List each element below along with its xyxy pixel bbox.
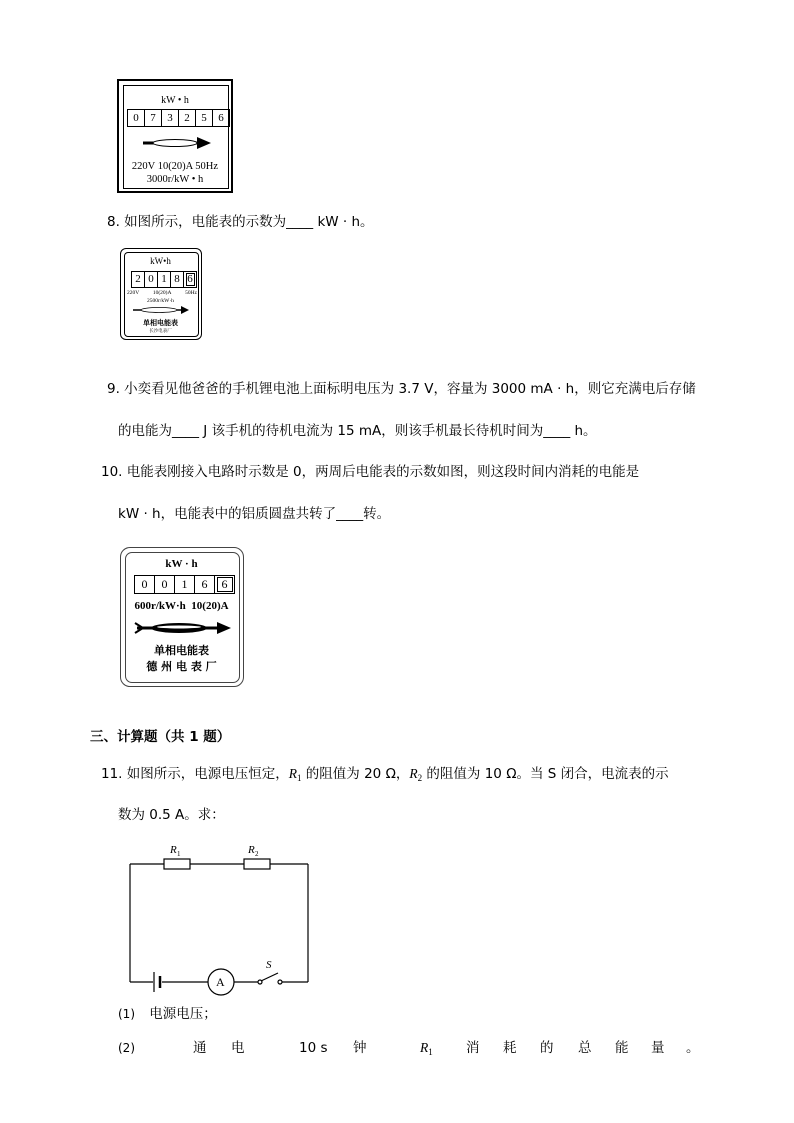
meter-digit: 2 <box>179 109 196 127</box>
meter-digit: 0 <box>145 271 158 288</box>
q11-text-c: 的阻值为 10 Ω。当 S 闭合，电流表的示 <box>422 766 669 782</box>
meter-digits <box>134 575 235 594</box>
meter-digits <box>131 271 197 288</box>
sub-q2-word: 钟 <box>353 1040 367 1056</box>
sub-question-1 <box>118 1005 217 1023</box>
meter-name: 单相电能表 <box>154 644 209 657</box>
r1-symbol: R <box>420 1040 429 1055</box>
sub-q2-word: 能 <box>615 1040 629 1056</box>
meter-spec: 600r/kW·h 10(20)A <box>134 600 229 612</box>
meter-digit: 2 <box>131 271 145 288</box>
meter-digit: 6 <box>195 575 215 594</box>
question-8: 8. 如图所示，电能表的示数为____ kW · h。 <box>107 214 374 230</box>
switch-icon <box>258 973 282 984</box>
sub-q2-word: 总 <box>578 1040 592 1056</box>
battery-icon <box>154 972 160 992</box>
meter-digit: 0 <box>155 575 175 594</box>
meter-maker: 长沙电表厂 <box>149 329 172 334</box>
switch-label: S <box>266 959 272 971</box>
meter-digit: 6 <box>184 271 197 288</box>
meter-maker: 德 州 电 表 厂 <box>146 660 217 673</box>
meter-unit-label: kW · h <box>165 558 198 570</box>
r1-label: R <box>170 844 177 856</box>
meter-digit: 1 <box>158 271 171 288</box>
sub-q2-word: 耗 <box>503 1040 517 1056</box>
meter-spec-row <box>127 290 197 296</box>
r1-symbol: R <box>288 766 298 781</box>
circuit-diagram <box>120 838 320 998</box>
electric-meter-1 <box>117 79 233 193</box>
meter-spec-current: 10(20)A <box>152 290 172 296</box>
meter-spec-frequency: 50Hz <box>185 290 197 296</box>
rotation-arrow <box>133 619 233 637</box>
circuit-wires <box>130 864 308 982</box>
r2-label: R <box>248 844 255 856</box>
meter-digits <box>127 109 230 127</box>
question-9-line2: 的电能为____ J 该手机的待机电流为 15 mA，则该手机最长待机时间为____ h。 <box>118 423 597 439</box>
r1-label-sub: 1 <box>177 850 181 858</box>
meter-digit: 3 <box>162 109 179 127</box>
meter-digit: 7 <box>145 109 162 127</box>
ammeter-label: A <box>216 975 225 989</box>
sub-question-1-text: 电源电压； <box>149 1006 217 1022</box>
sub-q2-word: 的 <box>540 1040 554 1056</box>
meter-unit-label: kW • h <box>161 95 189 106</box>
meter-digit: 6 <box>215 575 235 594</box>
electric-meter-3 <box>120 547 244 687</box>
sub-q2-word: 。 <box>686 1040 700 1056</box>
rotation-arrow <box>131 305 191 315</box>
r2-label-sub: 2 <box>255 850 259 858</box>
question-11-line1 <box>101 765 669 787</box>
r2-subscript: 2 <box>417 773 423 783</box>
question-10-line1: 10. 电能表刚接入电路时示数是 0，两周后电能表的示数如图，则这段时间内消耗的电能是 <box>101 464 640 480</box>
meter-name: 单相电能表 <box>143 319 178 327</box>
section-title: 三、计算题（共 1 题） <box>90 729 231 745</box>
resistor-r1 <box>164 859 190 869</box>
meter-unit-label: kW•h <box>150 256 171 266</box>
meter-spec-line1: 220V 10(20)A 50Hz <box>131 161 219 172</box>
sub-q2-word: 10 s <box>299 1040 328 1056</box>
question-9-line1: 9. 小奕看见他爸爸的手机锂电池上面标明电压为 3.7 V，容量为 3000 mA · h，则它充满电后存储 <box>107 381 696 397</box>
sub-q2-word: 消 <box>466 1040 480 1056</box>
meter-spec-line2: 3000r/kW • h <box>146 174 204 185</box>
question-10-line2: kW · h，电能表中的铝质圆盘共转了____转。 <box>118 506 391 522</box>
r2-symbol: R <box>409 766 418 781</box>
meter-digit: 6 <box>213 109 230 127</box>
meter-digit: 0 <box>134 575 155 594</box>
r1-subscript: 1 <box>428 1047 433 1057</box>
sub-question-2-number: (2) <box>118 1041 135 1055</box>
question-11-line2: 数为 0.5 A。求： <box>118 807 225 823</box>
q11-text-b: 的阻值为 20 Ω， <box>301 766 410 782</box>
q11-text-a: 11. 如图所示，电源电压恒定， <box>101 766 289 782</box>
sub-q2-r1 <box>420 1039 433 1061</box>
meter-spec-voltage: 220V <box>127 290 140 296</box>
sub-q2-word: 量 <box>651 1040 665 1056</box>
sub-question-1-number: (1) <box>118 1007 135 1021</box>
resistor-r2 <box>244 859 270 869</box>
electric-meter-2 <box>120 248 202 340</box>
meter-digit: 8 <box>171 271 184 288</box>
meter-digit: 0 <box>127 109 145 127</box>
sub-q2-word: 电 <box>231 1040 245 1056</box>
sub-q2-word: 通 <box>193 1040 207 1056</box>
meter-digit: 5 <box>196 109 213 127</box>
meter-digit: 1 <box>175 575 195 594</box>
rotation-arrow <box>141 135 213 151</box>
meter-spec-rev: 2500r/kW·h <box>147 298 174 304</box>
r1-subscript: 1 <box>297 773 302 783</box>
